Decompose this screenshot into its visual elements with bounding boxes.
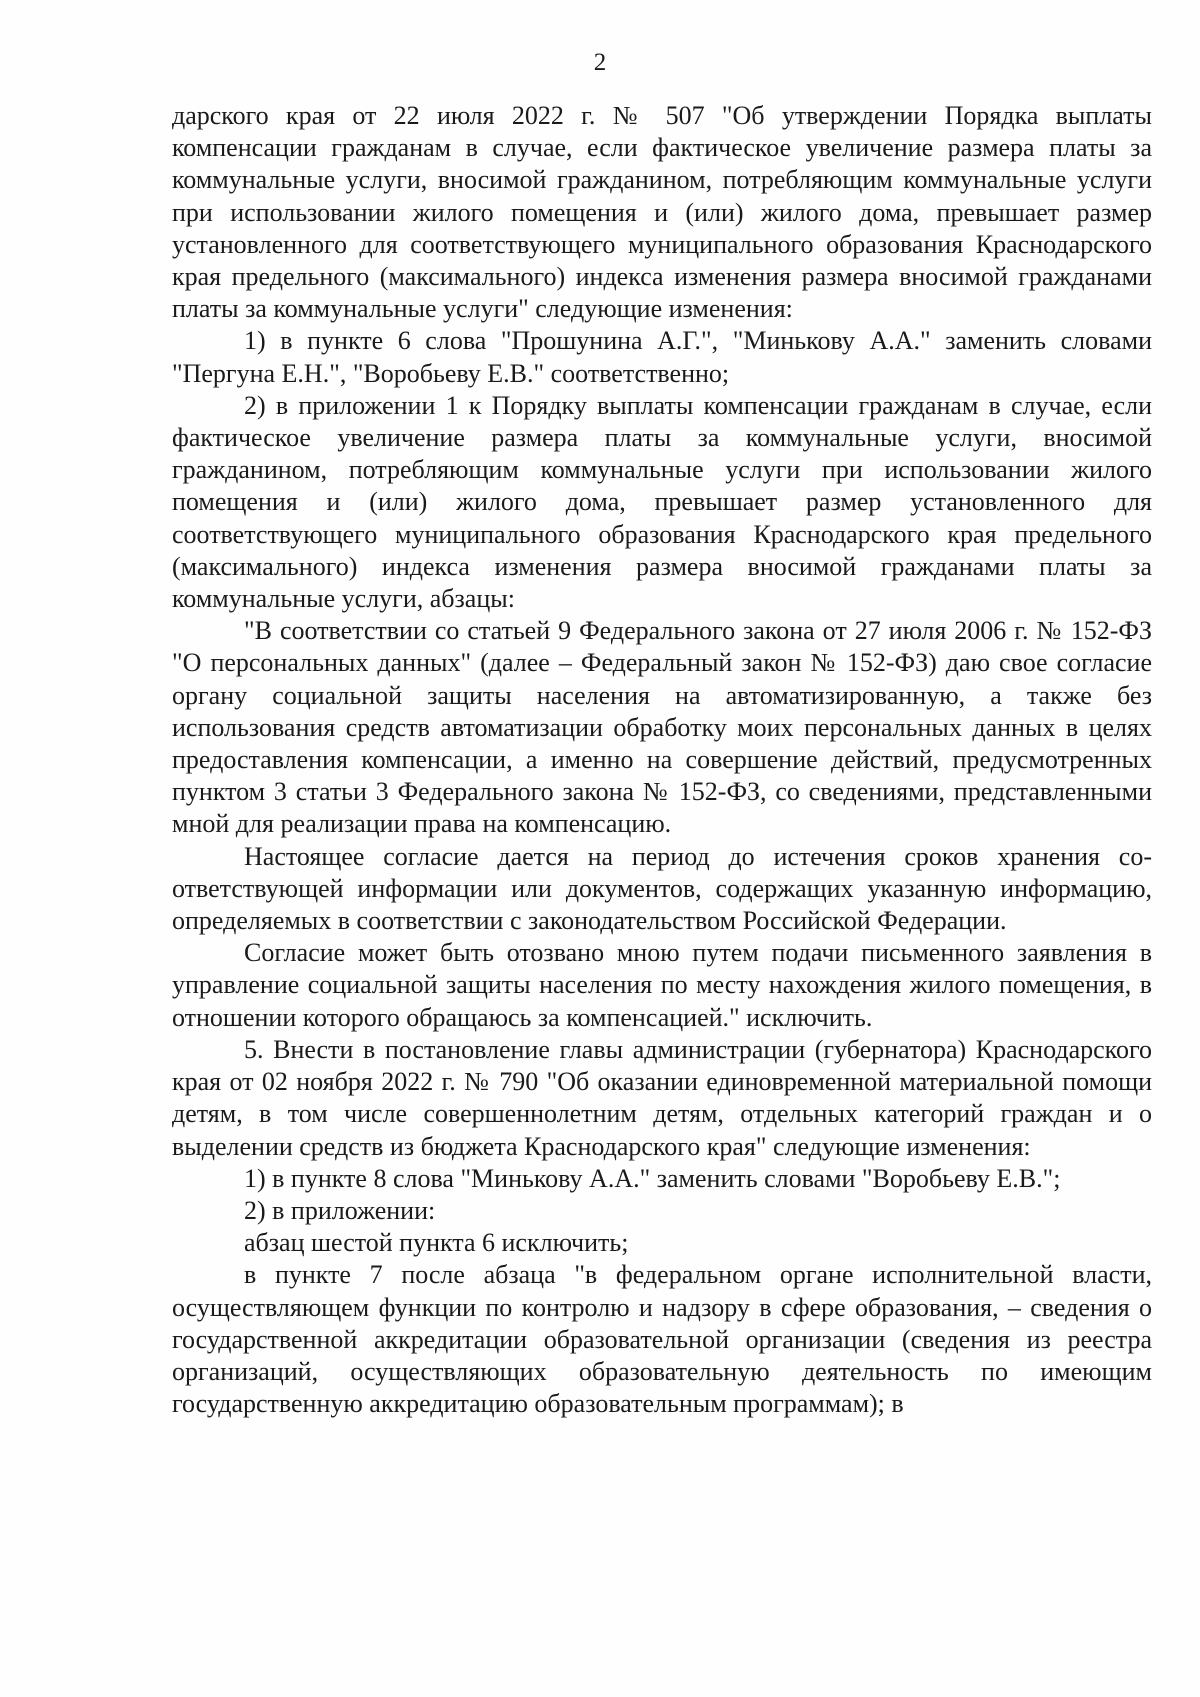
paragraph-point-5: 5. Внести в постановление главы администрации (губернатора) Краснодарского края от 02 ноября 2022 г. № 790 "Об оказании единовременной материальной помощи детям, в том числе совершеннолетним детям, отдельных категорий граждан и о выделении средств из бюджета Краснодарского края" следующие изменения: [172,1034,1152,1161]
paragraph-point-7: в пункте 7 после абзаца "в федеральном органе исполнительной власти, осуществляющем функции по контролю и надзору в сфере образования, – сведения о государственной аккредитации образовательной организации (сведения из реестра организаций, осуществляющих образовательную деятельность по имеющим государственную аккредитацию образовательным программам); в [172,1260,1152,1419]
paragraph-item-1: 1) в пункте 6 слова "Прошунина А.Г.", "Минькову А.А." заменить словами "Пергуна Е.Н.", "Воробьеву Е.В." соответственно; [172,326,1152,388]
paragraph-item-2: 2) в приложении 1 к Порядку выплаты компенсации гражданам в случае, если фактическое увеличение размера платы за коммунальные услуги, вносимой гражданином, потребляющим коммунальные услуги при использовании жилого помещения и (или) жилого дома, превышает размер установленного для соответствующего муниципального образования Краснодарского края предельного (максимального) индекса изменения размера вносимой гражданами платы за коммунальные услуги, абзацы: [172,390,1152,614]
paragraph-intro: дарского края от 22 июля 2022 г. № 507 "Об утверждении Порядка выплаты компенсации гражданам в случае, если фактическое увеличение размера платы за коммунальные услуги, вносимой гражданином, потребляющим коммунальные услуги при использовании жилого помещения и (или) жилого дома, превышает размер установленного для соответствующего муниципального образования Краснодарского края предельного (максимального) индекса изменения размера вносимой гражданами платы за коммунальные услуги" следующие изменения: [172,101,1152,324]
paragraph-consent-revoke: Согласие может быть отозвано мною путем подачи письменного заявления в управление социальной защиты населения по месту нахождения жилого помещения, в отношении которого обращаюсь за компенсацией." исключить. [172,938,1152,1032]
document-body [172,100,1152,1420]
paragraph-point-5-item-1: 1) в пункте 8 слова "Минькову А.А." заменить словами "Воробьеву Е.В."; [244,1163,1061,1193]
paragraph-consent-period: Настоящее согласие дается на период до истечения сроков хранения соответствующей информации или документов, содержащих указанную информацию, определяемых в соответствии с законодательством Российской Федерации. [172,841,1152,936]
paragraph-point-5-item-2: 2) в приложении: [244,1195,436,1225]
page-number: 2 [593,49,607,76]
paragraph-quote-consent: "В соответствии со статьей 9 Федерального закона от 27 июля 2006 г. № 152-ФЗ "О персональных данных" (далее – Федеральный закон № 152-ФЗ) даю свое согласие органу социальной защиты населения на автоматизированную, а также без использования средств автоматизации обработку моих персональных данных в целях предоставления компенсации, а именно на совершение действий, предусмотренных пунктом 3 статьи 3 Федерального закона № 152-ФЗ, со сведениями, представленными мной для реализации права на компенсацию. [172,616,1152,839]
paragraph-sixth-abzac: абзац шестой пункта 6 исключить; [244,1228,629,1258]
